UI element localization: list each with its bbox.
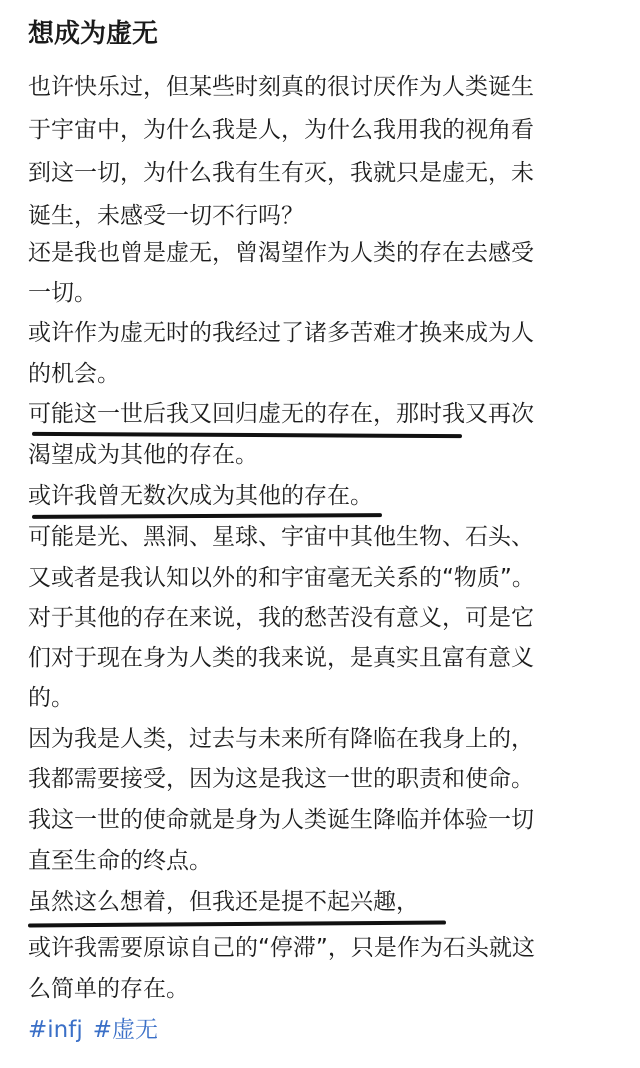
hashtag-link[interactable]: #infj	[28, 1017, 83, 1043]
post-line: 可能这一世后我又回归虚无的存在，那时我又再次	[28, 401, 534, 427]
post-line: 我都需要接受，因为这是我这一世的职责和使命。	[28, 766, 534, 792]
post-line: 到这一切，为什么我有生有灭，我就只是虚无，未	[28, 160, 534, 186]
post-line: 又或者是我认知以外的和宇宙毫无关系的“物质”。	[28, 565, 535, 591]
post-line: 或许我曾无数次成为其他的存在。	[28, 483, 373, 509]
post-title: 想成为虚无	[28, 19, 159, 49]
post-line: 或许作为虚无时的我经过了诸多苦难才换来成为人	[28, 320, 534, 346]
hashtag-row	[28, 1013, 168, 1047]
underline-mark	[28, 921, 446, 928]
post-line: 可能是光、黑洞、星球、宇宙中其他生物、石头、	[28, 524, 534, 550]
post-line: 于宇宙中，为什么我是人，为什么我用我的视角看	[28, 117, 534, 143]
post-line: 虽然这么想着，但我还是提不起兴趣，	[28, 889, 419, 915]
underline-mark	[32, 513, 382, 519]
post-line: 的机会。	[28, 361, 120, 387]
hashtag-link[interactable]: #虚无	[92, 1017, 159, 1043]
post-line: 我这一世的使命就是身为人类诞生降临并体验一切	[28, 807, 534, 833]
post-line: 一切。	[28, 280, 97, 306]
post-line: 对于其他的存在来说，我的愁苦没有意义，可是它	[28, 605, 534, 631]
post-line: 诞生，未感受一切不行吗？	[28, 203, 304, 229]
post-line: 直至生命的终点。	[28, 848, 212, 874]
post-line: 或许我需要原谅自己的“停滞”，只是作为石头就这	[28, 935, 535, 961]
post-line: 的。	[28, 685, 74, 711]
post-line: 也许快乐过，但某些时刻真的很讨厌作为人类诞生	[28, 74, 534, 100]
post-line: 还是我也曾是虚无，曾渴望作为人类的存在去感受	[28, 240, 534, 266]
post-line: 么简单的存在。	[28, 976, 189, 1002]
post-line: 渴望成为其他的存在。	[28, 442, 258, 468]
post-line: 因为我是人类，过去与未来所有降临在我身上的，	[28, 726, 534, 752]
post-line: 们对于现在身为人类的我来说，是真实且富有意义	[28, 645, 534, 671]
